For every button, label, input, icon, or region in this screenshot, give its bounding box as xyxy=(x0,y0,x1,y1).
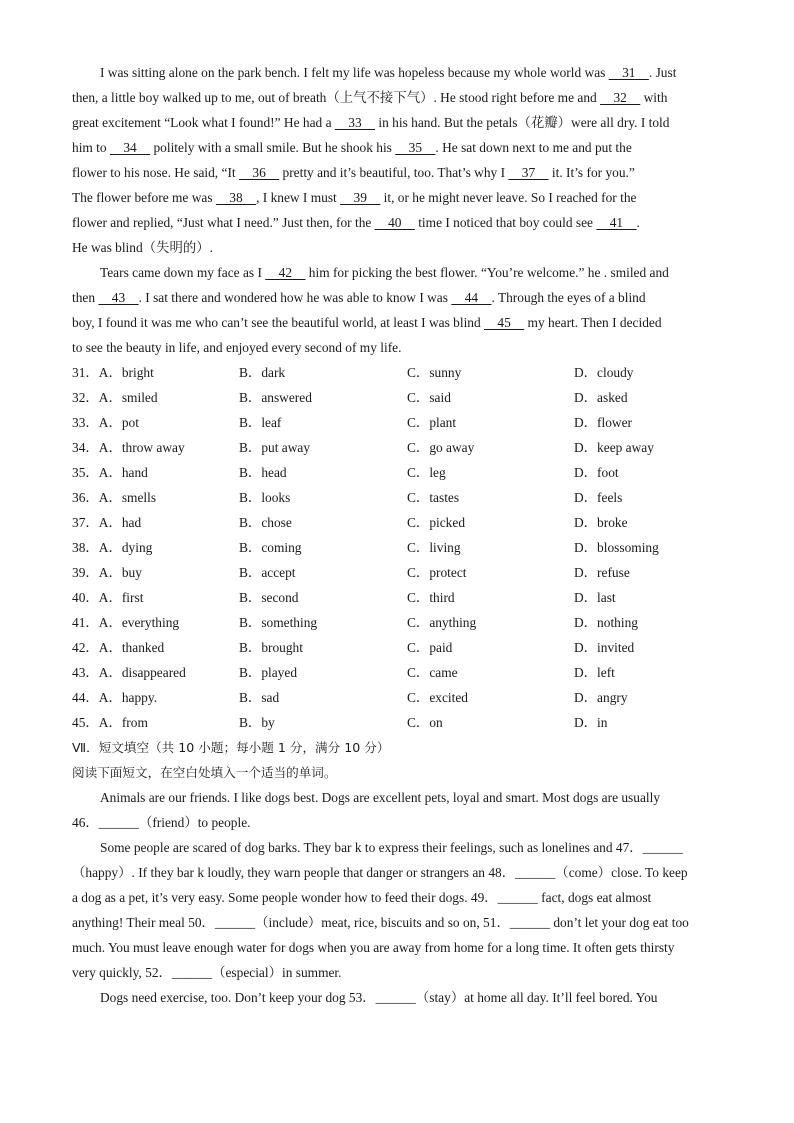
question-number: 33． xyxy=(72,415,99,430)
passage-line: Tears came down my face as I 42 him for picking the best flower. “You’re welcome.” he . smiled and xyxy=(72,260,724,285)
blank-34[interactable]: 34 xyxy=(109,140,151,155)
question-number: 37． xyxy=(72,515,99,530)
option-a[interactable] xyxy=(72,385,158,410)
blank-31[interactable]: 31 xyxy=(608,65,649,80)
option-c[interactable]: C．leg xyxy=(407,465,446,480)
option-a[interactable] xyxy=(72,560,142,585)
question-number: 38． xyxy=(72,540,99,555)
option-a[interactable] xyxy=(72,585,143,610)
passage-line: flower and replied, “Just what I need.” Just then, for the 40 time I noticed that boy could see 41 . xyxy=(72,210,724,235)
blank-33[interactable]: 33 xyxy=(334,115,376,130)
option-d[interactable]: D．keep away xyxy=(574,440,654,455)
cloze-passage xyxy=(72,60,724,360)
option-d[interactable]: D．nothing xyxy=(574,615,638,630)
option-c[interactable]: C．go away xyxy=(407,440,475,455)
blank-37[interactable]: 37 xyxy=(508,165,549,180)
option-b[interactable]: B．put away xyxy=(239,440,311,455)
option-d[interactable]: D．left xyxy=(574,665,615,680)
option-text: A．happy. xyxy=(98,690,158,705)
option-text: A．pot xyxy=(98,415,139,430)
option-a[interactable] xyxy=(72,535,152,560)
passage-line: （happy）. If they bar k loudly, they warn people that danger or strangers an 48．______（come）close. To keep xyxy=(72,865,688,880)
blank-44[interactable]: 44 xyxy=(451,290,492,305)
option-c[interactable]: C．third xyxy=(407,590,455,605)
option-d[interactable]: D．flower xyxy=(574,415,633,430)
question-number: 35． xyxy=(72,465,99,480)
option-c[interactable]: C．picked xyxy=(407,515,466,530)
blank-35[interactable]: 35 xyxy=(395,140,436,155)
option-b[interactable]: B．brought xyxy=(239,640,303,655)
blank-36[interactable]: 36 xyxy=(238,165,280,180)
option-c[interactable]: C．plant xyxy=(407,415,457,430)
question-number: 41． xyxy=(72,615,99,630)
question-number: 32． xyxy=(72,390,99,405)
section-instruction: 阅读下面短文，在空白处填入一个适当的单词。 xyxy=(72,765,337,780)
option-b[interactable]: B．leaf xyxy=(239,415,282,430)
option-text: A．smells xyxy=(98,490,157,505)
passage-line: Some people are scared of dog barks. They bar k to express their feelings, such as lonelines and 47．______ xyxy=(100,840,683,855)
option-b[interactable]: B．answered xyxy=(239,390,312,405)
option-d[interactable]: D．invited xyxy=(574,640,635,655)
option-a[interactable] xyxy=(72,435,185,460)
option-text: A．smiled xyxy=(98,390,158,405)
passage-line: him to 34 politely with a small smile. But he shook his 35 . He sat down next to me and put the xyxy=(72,135,724,160)
option-a[interactable] xyxy=(72,685,157,710)
option-b[interactable]: B．looks xyxy=(239,490,291,505)
option-c[interactable]: C．living xyxy=(407,540,461,555)
question-number: 45． xyxy=(72,715,99,730)
option-a[interactable] xyxy=(72,410,139,435)
option-a[interactable] xyxy=(72,460,148,485)
question-number: 36． xyxy=(72,490,99,505)
blank-42[interactable]: 42 xyxy=(265,265,306,280)
option-d[interactable]: D．last xyxy=(574,590,616,605)
option-b[interactable]: B．coming xyxy=(239,540,302,555)
question-number: 42． xyxy=(72,640,99,655)
option-d[interactable]: D．broke xyxy=(574,515,628,530)
passage-line: He was blind（失明的）. xyxy=(72,240,213,255)
passage-line: The flower before me was 38 , I knew I must 39 it, or he might never leave. So I reached for the xyxy=(72,185,724,210)
option-a[interactable] xyxy=(72,635,164,660)
passage-line: 46．______（friend）to people. xyxy=(72,815,251,830)
option-b[interactable]: B．played xyxy=(239,665,298,680)
passage-line: much. You must leave enough water for dogs when you are away from home for a long time. It often gets thirsty xyxy=(72,940,675,955)
option-d[interactable]: D．feels xyxy=(574,490,623,505)
option-a[interactable] xyxy=(72,710,148,735)
option-text: A．hand xyxy=(98,465,148,480)
section-title: Ⅶ．短文填空（共 10 小题；每小题 1 分，满分 10 分） xyxy=(72,740,390,755)
option-b[interactable]: B．dark xyxy=(239,365,286,380)
option-text: A．dying xyxy=(98,540,153,555)
passage-line: then, a little boy walked up to me, out of breath（上气不接下气）. He stood right before me and 32 with xyxy=(72,85,724,110)
option-d[interactable]: D．in xyxy=(574,715,608,730)
blank-43[interactable]: 43 xyxy=(98,290,139,305)
blank-38[interactable]: 38 xyxy=(215,190,257,205)
fill-in-passage xyxy=(72,785,724,1010)
option-text: A．throw away xyxy=(98,440,185,455)
option-text: A．thanked xyxy=(98,640,165,655)
option-a[interactable] xyxy=(72,360,154,385)
option-a[interactable] xyxy=(72,610,179,635)
option-b[interactable]: B．second xyxy=(239,590,299,605)
question-number: 39． xyxy=(72,565,99,580)
question-number: 44． xyxy=(72,690,99,705)
passage-line: Animals are our friends. I like dogs best. Dogs are excellent pets, loyal and smart. Most dogs are usually xyxy=(100,790,661,805)
passage-line: to see the beauty in life, and enjoyed every second of my life. xyxy=(72,340,402,355)
option-c[interactable]: C．excited xyxy=(407,690,468,705)
passage-line: very quickly, 52．______（especial）in summer. xyxy=(72,965,342,980)
option-c[interactable]: C．anything xyxy=(407,615,477,630)
option-d[interactable]: D．angry xyxy=(574,690,628,705)
option-a[interactable] xyxy=(72,660,186,685)
option-text: A．everything xyxy=(98,615,180,630)
blank-40[interactable]: 40 xyxy=(374,215,415,230)
option-a[interactable] xyxy=(72,510,141,535)
blank-41[interactable]: 41 xyxy=(596,215,637,230)
question-number: 31． xyxy=(72,365,99,380)
option-c[interactable]: C．protect xyxy=(407,565,467,580)
option-c[interactable]: C．on xyxy=(407,715,443,730)
option-d[interactable]: D．cloudy xyxy=(574,365,634,380)
option-text: A．bright xyxy=(98,365,154,380)
option-c[interactable]: C．sunny xyxy=(407,365,462,380)
passage-line: I was sitting alone on the park bench. I felt my life was hopeless because my whole world was 31 . Just xyxy=(72,60,724,85)
option-c[interactable]: C．said xyxy=(407,390,451,405)
passage-line: Dogs need exercise, too. Don’t keep your dog 53．______（stay）at home all day. It’ll feel bored. You xyxy=(100,990,658,1005)
option-b[interactable]: B．by xyxy=(239,715,275,730)
passage-line: boy, I found it was me who can’t see the beautiful world, at least I was blind 45 my heart. Then I decided xyxy=(72,310,724,335)
option-d[interactable]: D．blossoming xyxy=(574,540,659,555)
question-number: 43． xyxy=(72,665,99,680)
blank-45[interactable]: 45 xyxy=(484,315,525,330)
option-text: A．had xyxy=(98,515,142,530)
passage-line: a dog as a pet, it’s very easy. Some people wonder how to feed their dogs. 49．______ fact, dogs eat almost xyxy=(72,890,652,905)
option-b[interactable]: B．chose xyxy=(239,515,292,530)
option-text: A．disappeared xyxy=(98,665,186,680)
blank-39[interactable]: 39 xyxy=(340,190,381,205)
passage-line: then 43 . I sat there and wondered how he was able to know I was 44 . Through the eyes of a blind xyxy=(72,285,724,310)
option-b[interactable]: B．head xyxy=(239,465,287,480)
passage-line: great excitement “Look what I found!” He had a 33 in his hand. But the petals（花瓣）were all dry. I told xyxy=(72,110,724,135)
option-c[interactable]: C．paid xyxy=(407,640,453,655)
option-a[interactable] xyxy=(72,485,156,510)
passage-line: anything! Their meal 50．______（include）meat, rice, biscuits and so on, 51．______ don’t let your dog eat too xyxy=(72,915,689,930)
option-b[interactable]: B．something xyxy=(239,615,318,630)
option-b[interactable]: B．accept xyxy=(239,565,296,580)
option-d[interactable]: D．refuse xyxy=(574,565,630,580)
option-text: A．first xyxy=(98,590,144,605)
option-c[interactable]: C．tastes xyxy=(407,490,460,505)
question-number: 34． xyxy=(72,440,99,455)
option-d[interactable]: D．foot xyxy=(574,465,619,480)
blank-32[interactable]: 32 xyxy=(600,90,641,105)
option-text: A．buy xyxy=(98,565,142,580)
option-d[interactable]: D．asked xyxy=(574,390,628,405)
option-b[interactable]: B．sad xyxy=(239,690,280,705)
option-text: A．from xyxy=(98,715,148,730)
passage-line: flower to his nose. He said, “It 36 pretty and it’s beautiful, too. That’s why I 37 it. It’s for you.” xyxy=(72,160,724,185)
option-c[interactable]: C．came xyxy=(407,665,458,680)
question-number: 40． xyxy=(72,590,99,605)
